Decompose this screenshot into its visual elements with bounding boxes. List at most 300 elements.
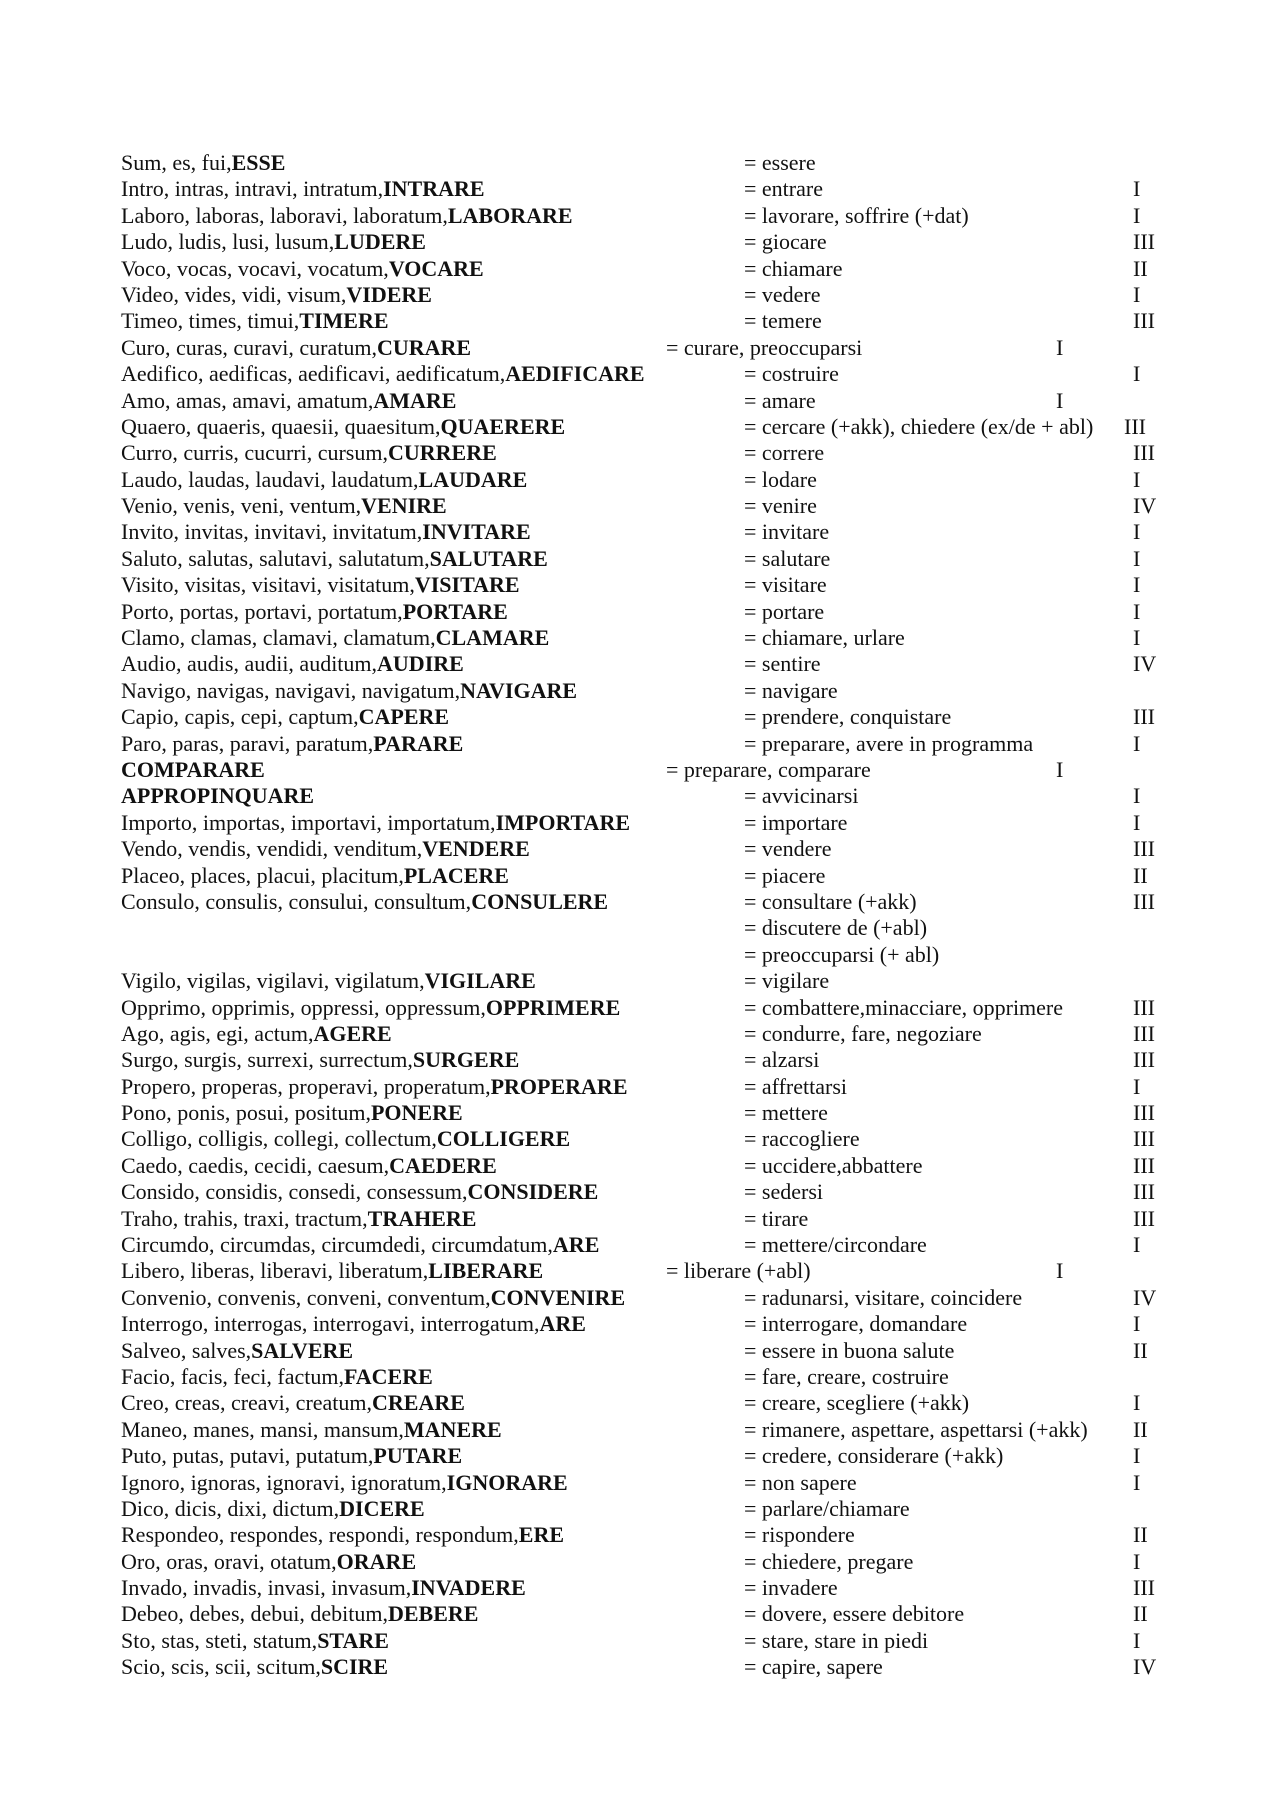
verb-row bbox=[121, 678, 1181, 704]
verb-infinitive: PUTARE bbox=[373, 1443, 463, 1469]
verb-meaning: = essere bbox=[744, 150, 816, 175]
verb-meaning: = credere, considerare (+akk) bbox=[744, 1443, 1004, 1469]
verb-conjugation: I bbox=[1133, 783, 1141, 809]
verb-conjugation: III bbox=[1133, 1100, 1155, 1126]
verb-principal-parts bbox=[121, 625, 550, 651]
verb-conjugation: III bbox=[1133, 888, 1155, 914]
verb-row bbox=[121, 783, 1181, 809]
verb-meaning: = combattere,minacciare, opprimere bbox=[744, 994, 1064, 1020]
verb-principal-parts bbox=[121, 1020, 392, 1047]
verb-row bbox=[121, 493, 1181, 519]
verb-infinitive: TRAHERE bbox=[367, 1205, 477, 1231]
verb-row bbox=[121, 1470, 1181, 1496]
verb-infinitive: INTRARE bbox=[383, 176, 485, 202]
verb-infinitive: VISITARE bbox=[414, 572, 520, 598]
verb-principal-parts bbox=[121, 466, 528, 493]
verb-conjugation: III bbox=[1124, 413, 1146, 439]
verb-principal-parts bbox=[121, 440, 497, 466]
verb-row bbox=[121, 1338, 1181, 1364]
verb-row bbox=[121, 414, 1181, 440]
verb-infinitive: PORTARE bbox=[402, 598, 508, 624]
verb-conjugation: I bbox=[1133, 466, 1141, 492]
verb-meaning: = consultare (+akk) bbox=[744, 888, 917, 914]
verb-infinitive: VIDERE bbox=[346, 281, 432, 307]
verb-forms-text: Creo, creas, creavi, creatum, bbox=[121, 1390, 373, 1416]
verb-meaning: = preparare, avere in programma bbox=[744, 730, 1034, 756]
verb-conjugation: III bbox=[1133, 1152, 1155, 1178]
verb-meaning: = sedersi bbox=[744, 1179, 823, 1205]
verb-infinitive: COLLIGERE bbox=[436, 1126, 571, 1152]
verb-forms-text: Interrogo, interrogas, interrogavi, interrogatum, bbox=[121, 1311, 540, 1337]
verb-infinitive: CAPERE bbox=[358, 704, 450, 730]
verb-principal-parts bbox=[121, 1073, 628, 1100]
verb-row bbox=[121, 1179, 1181, 1205]
verb-conjugation: III bbox=[1133, 994, 1155, 1020]
verb-principal-parts bbox=[121, 387, 457, 414]
verb-meaning: = salutare bbox=[744, 545, 831, 571]
verb-conjugation: I bbox=[1133, 1627, 1141, 1653]
verb-row bbox=[121, 1258, 1181, 1284]
verb-row bbox=[121, 229, 1181, 255]
verb-infinitive: DICERE bbox=[339, 1495, 425, 1521]
verb-principal-parts bbox=[121, 1601, 479, 1627]
verb-forms-text: Audio, audis, audii, auditum, bbox=[121, 651, 378, 677]
verb-conjugation: II bbox=[1133, 1522, 1148, 1548]
verb-meaning: = curare, preoccuparsi bbox=[666, 334, 863, 360]
verb-row bbox=[121, 863, 1181, 889]
verb-row bbox=[121, 651, 1181, 677]
verb-conjugation: IV bbox=[1133, 651, 1157, 677]
verb-meaning: = condurre, fare, negoziare bbox=[744, 1020, 982, 1046]
verb-meaning: = cercare (+akk), chiedere (ex/de + abl) bbox=[744, 413, 1094, 439]
verb-conjugation: IV bbox=[1133, 493, 1157, 519]
verb-row bbox=[121, 1549, 1181, 1575]
verb-infinitive: CLAMARE bbox=[435, 625, 550, 651]
verb-row bbox=[121, 519, 1181, 545]
verb-row bbox=[121, 625, 1181, 651]
verb-principal-parts bbox=[121, 1152, 497, 1179]
verb-principal-parts bbox=[121, 1232, 600, 1258]
verb-row bbox=[121, 150, 1181, 176]
verb-principal-parts bbox=[121, 888, 609, 915]
verb-conjugation: I bbox=[1133, 572, 1141, 598]
verb-infinitive: CAEDERE bbox=[389, 1152, 497, 1178]
verb-infinitive: LAUDARE bbox=[418, 466, 528, 492]
verb-row bbox=[121, 1390, 1181, 1416]
verb-meaning: = chiamare, urlare bbox=[744, 625, 905, 651]
verb-row bbox=[121, 203, 1181, 229]
verb-principal-parts bbox=[121, 1337, 354, 1364]
verb-conjugation: I bbox=[1133, 281, 1141, 307]
verb-conjugation: II bbox=[1133, 1601, 1148, 1627]
verb-meaning: = lodare bbox=[744, 466, 817, 492]
verb-infinitive: IMPORTARE bbox=[495, 809, 631, 835]
verb-conjugation: I bbox=[1133, 1390, 1141, 1416]
verb-row bbox=[121, 467, 1181, 493]
verb-conjugation: III bbox=[1133, 440, 1155, 466]
verb-conjugation: III bbox=[1133, 704, 1155, 730]
verb-meaning: = dovere, essere debitore bbox=[744, 1601, 965, 1627]
verb-forms-text: Laboro, laboras, laboravi, laboratum, bbox=[121, 202, 448, 228]
verb-forms-text: Pono, ponis, posui, positum, bbox=[121, 1100, 371, 1126]
verb-row bbox=[121, 335, 1181, 361]
verb-conjugation: I bbox=[1133, 545, 1141, 571]
verb-conjugation: I bbox=[1133, 1548, 1141, 1574]
verb-meaning: = invadere bbox=[744, 1575, 838, 1601]
verb-conjugation: III bbox=[1133, 1126, 1155, 1152]
verb-principal-parts bbox=[121, 493, 447, 519]
verb-meaning: = liberare (+abl) bbox=[666, 1258, 811, 1284]
verb-forms-text: Opprimo, opprimis, oppressi, oppressum, bbox=[121, 994, 486, 1020]
verb-principal-parts bbox=[121, 677, 578, 704]
verb-conjugation: I bbox=[1133, 598, 1141, 624]
verb-conjugation: I bbox=[1133, 730, 1141, 756]
verb-principal-parts bbox=[121, 809, 631, 836]
verb-principal-parts bbox=[121, 1416, 502, 1443]
verb-infinitive: QUAERERE bbox=[440, 413, 566, 439]
verb-row bbox=[121, 1575, 1181, 1601]
verb-meaning: = portare bbox=[744, 598, 825, 624]
verb-meaning: = avvicinarsi bbox=[744, 783, 859, 809]
verb-infinitive: APPROPINQUARE bbox=[121, 783, 315, 809]
verb-forms-text: Vendo, vendis, vendidi, venditum, bbox=[121, 836, 423, 862]
verb-forms-text: Venio, venis, veni, ventum, bbox=[121, 493, 362, 519]
verb-conjugation: I bbox=[1056, 756, 1064, 782]
verb-principal-parts bbox=[121, 1205, 477, 1232]
verb-conjugation: II bbox=[1133, 862, 1148, 888]
verb-forms-text: Amo, amas, amavi, amatum, bbox=[121, 387, 374, 413]
verb-meaning: = piacere bbox=[744, 862, 826, 888]
verb-infinitive: TIMERE bbox=[299, 308, 389, 334]
verb-meaning: = navigare bbox=[744, 677, 838, 703]
verb-forms-text: Libero, liberas, liberavi, liberatum, bbox=[121, 1258, 429, 1284]
verb-conjugation: I bbox=[1133, 361, 1141, 387]
verb-forms-text: Navigo, navigas, navigavi, navigatum, bbox=[121, 677, 461, 703]
verb-forms-text: Puto, putas, putavi, putatum, bbox=[121, 1443, 374, 1469]
verb-principal-parts bbox=[121, 1179, 599, 1205]
verb-meaning: = non sapere bbox=[744, 1469, 857, 1495]
verb-forms-text: Placeo, places, placui, placitum, bbox=[121, 862, 404, 888]
verb-principal-parts bbox=[121, 598, 508, 625]
verb-forms-text: Vigilo, vigilas, vigilavi, vigilatum, bbox=[121, 968, 425, 994]
verb-forms-text: Consido, considis, consedi, consessum, bbox=[121, 1179, 468, 1205]
verb-meaning: = lavorare, soffrire (+dat) bbox=[744, 202, 969, 228]
verb-forms-text: Convenio, convenis, conveni, conventum, bbox=[121, 1284, 491, 1310]
verb-infinitive: INVADERE bbox=[411, 1575, 526, 1601]
verb-meaning: = preparare, comparare bbox=[666, 756, 871, 782]
verb-meaning: = venire bbox=[744, 493, 817, 519]
verb-row bbox=[121, 1100, 1181, 1126]
verb-principal-parts bbox=[121, 255, 484, 282]
verb-conjugation: I bbox=[1133, 176, 1141, 202]
verb-conjugation: I bbox=[1133, 1232, 1141, 1258]
verb-meaning: = entrare bbox=[744, 176, 823, 202]
verb-principal-parts bbox=[121, 1047, 520, 1073]
verb-forms-text: Debeo, debes, debui, debitum, bbox=[121, 1601, 388, 1627]
verb-meaning: = mettere bbox=[744, 1100, 828, 1126]
verb-meaning: = parlare/chiamare bbox=[744, 1495, 910, 1521]
verb-row bbox=[121, 1285, 1181, 1311]
verb-infinitive: MANERE bbox=[403, 1416, 502, 1442]
verb-row bbox=[121, 704, 1181, 730]
verb-meaning: = raccogliere bbox=[744, 1126, 860, 1152]
verb-forms-text: Porto, portas, portavi, portatum, bbox=[121, 598, 403, 624]
verb-conjugation: III bbox=[1133, 308, 1155, 334]
verb-row bbox=[121, 1206, 1181, 1232]
verb-infinitive: VIGILARE bbox=[424, 968, 536, 994]
verb-row bbox=[121, 572, 1181, 598]
verb-meaning: = rimanere, aspettare, aspettarsi (+akk) bbox=[744, 1416, 1088, 1442]
verb-conjugation: I bbox=[1133, 202, 1141, 228]
verb-meaning: = costruire bbox=[744, 361, 839, 387]
verb-infinitive: CONVENIRE bbox=[490, 1284, 626, 1310]
verb-infinitive: PONERE bbox=[370, 1100, 463, 1126]
verb-principal-parts bbox=[121, 202, 573, 229]
verb-infinitive: DEBERE bbox=[388, 1601, 479, 1627]
verb-forms-text: Paro, paras, paravi, paratum, bbox=[121, 730, 374, 756]
verb-conjugation: I bbox=[1133, 1469, 1141, 1495]
verb-infinitive: CONSIDERE bbox=[467, 1179, 599, 1205]
verb-forms-text: Laudo, laudas, laudavi, laudatum, bbox=[121, 466, 419, 492]
verb-infinitive: PROPERARE bbox=[490, 1073, 628, 1099]
verb-conjugation: IV bbox=[1133, 1284, 1157, 1310]
verb-forms-text: Importo, importas, importavi, importatum, bbox=[121, 809, 496, 835]
verb-row bbox=[121, 757, 1181, 783]
verb-forms-text: Invado, invadis, invasi, invasum, bbox=[121, 1575, 412, 1601]
verb-infinitive: OPPRIMERE bbox=[485, 994, 621, 1020]
verb-principal-parts bbox=[121, 704, 450, 730]
verb-principal-parts bbox=[121, 1575, 526, 1601]
verb-principal-parts bbox=[121, 334, 472, 361]
verb-infinitive: AEDIFICARE bbox=[505, 361, 645, 387]
verb-meaning: = discutere de (+abl) bbox=[744, 915, 928, 941]
verb-principal-parts bbox=[121, 519, 531, 545]
verb-principal-parts bbox=[121, 994, 621, 1021]
verb-forms-text: Aedifico, aedificas, aedificavi, aedificatum, bbox=[121, 361, 506, 387]
verb-row bbox=[121, 176, 1181, 202]
verb-forms-text: Intro, intras, intravi, intratum, bbox=[121, 176, 384, 202]
verb-row bbox=[121, 1496, 1181, 1522]
verb-row bbox=[121, 995, 1181, 1021]
verb-forms-text: Surgo, surgis, surrexi, surrectum, bbox=[121, 1047, 413, 1073]
verb-row bbox=[121, 1153, 1181, 1179]
verb-infinitive: LABORARE bbox=[447, 202, 573, 228]
verb-infinitive: CURRERE bbox=[387, 440, 497, 466]
verb-infinitive: AUDIRE bbox=[377, 651, 464, 677]
verb-forms-text: Propero, properas, properavi, properatum, bbox=[121, 1073, 491, 1099]
verb-principal-parts bbox=[121, 176, 485, 202]
verb-principal-parts bbox=[121, 1311, 586, 1337]
verb-infinitive: SCIRE bbox=[320, 1654, 389, 1680]
verb-infinitive: ERE bbox=[518, 1522, 565, 1548]
verb-list bbox=[121, 150, 1181, 1681]
verb-principal-parts bbox=[121, 1627, 389, 1654]
verb-row bbox=[121, 1364, 1181, 1390]
verb-forms-text: Curro, curris, cucurri, cursum, bbox=[121, 440, 388, 466]
verb-infinitive: ARE bbox=[552, 1232, 600, 1258]
verb-forms-text: Dico, dicis, dixi, dictum, bbox=[121, 1495, 340, 1521]
verb-principal-parts bbox=[121, 836, 530, 862]
verb-principal-parts bbox=[121, 1495, 425, 1522]
verb-forms-text: Consulo, consulis, consului, consultum, bbox=[121, 888, 472, 914]
verb-infinitive: STARE bbox=[317, 1627, 389, 1653]
verb-meaning: = temere bbox=[744, 308, 822, 334]
verb-conjugation: I bbox=[1133, 1443, 1141, 1469]
verb-row bbox=[121, 388, 1181, 414]
verb-conjugation: I bbox=[1133, 1073, 1141, 1099]
verb-meaning: = sentire bbox=[744, 651, 821, 677]
verb-principal-parts bbox=[121, 1548, 417, 1575]
verb-principal-parts bbox=[121, 1469, 568, 1496]
verb-meaning: = visitare bbox=[744, 572, 827, 598]
verb-forms-text: Invito, invitas, invitavi, invitatum, bbox=[121, 519, 423, 545]
verb-row bbox=[121, 1311, 1181, 1337]
verb-forms-text: Video, vides, vidi, visum, bbox=[121, 281, 347, 307]
verb-row bbox=[121, 599, 1181, 625]
verb-conjugation: I bbox=[1056, 334, 1064, 360]
verb-row bbox=[121, 1126, 1181, 1152]
verb-row bbox=[121, 915, 1181, 941]
verb-meaning: = chiedere, pregare bbox=[744, 1548, 914, 1574]
verb-conjugation: II bbox=[1133, 255, 1148, 281]
verb-row bbox=[121, 1047, 1181, 1073]
verb-conjugation: III bbox=[1133, 836, 1155, 862]
verb-meaning: = rispondere bbox=[744, 1522, 855, 1548]
verb-principal-parts bbox=[121, 229, 426, 255]
verb-infinitive: IGNORARE bbox=[446, 1469, 568, 1495]
verb-row bbox=[121, 810, 1181, 836]
verb-conjugation: III bbox=[1133, 1179, 1155, 1205]
verb-infinitive: ORARE bbox=[336, 1548, 417, 1574]
verb-conjugation: III bbox=[1133, 1047, 1155, 1073]
verb-row bbox=[121, 836, 1181, 862]
verb-principal-parts bbox=[121, 1443, 463, 1469]
verb-principal-parts bbox=[121, 150, 286, 176]
verb-principal-parts bbox=[121, 281, 432, 308]
verb-meaning: = giocare bbox=[744, 229, 827, 255]
verb-meaning: = chiamare bbox=[744, 255, 843, 281]
verb-conjugation: IV bbox=[1133, 1654, 1157, 1680]
verb-row bbox=[121, 942, 1181, 968]
verb-row bbox=[121, 308, 1181, 334]
verb-conjugation: I bbox=[1056, 1258, 1064, 1284]
verb-meaning: = importare bbox=[744, 809, 848, 835]
verb-row bbox=[121, 1601, 1181, 1627]
verb-row bbox=[121, 1628, 1181, 1654]
verb-infinitive: SALUTARE bbox=[429, 545, 548, 571]
verb-meaning: = preoccuparsi (+ abl) bbox=[744, 941, 940, 967]
verb-forms-text: Caedo, caedis, cecidi, caesum, bbox=[121, 1152, 390, 1178]
verb-infinitive: VOCARE bbox=[388, 255, 484, 281]
verb-forms-text: Quaero, quaeris, quaesii, quaesitum, bbox=[121, 413, 441, 439]
verb-meaning: = uccidere,abbattere bbox=[744, 1152, 923, 1178]
verb-meaning: = interrogare, domandare bbox=[744, 1311, 968, 1337]
verb-conjugation: III bbox=[1133, 1020, 1155, 1046]
verb-forms-text: Voco, vocas, vocavi, vocatum, bbox=[121, 255, 389, 281]
verb-infinitive: SURGERE bbox=[412, 1047, 520, 1073]
verb-infinitive: LUDERE bbox=[334, 229, 426, 255]
verb-conjugation: II bbox=[1133, 1337, 1148, 1363]
verb-row bbox=[121, 968, 1181, 994]
verb-conjugation: II bbox=[1133, 1416, 1148, 1442]
verb-forms-text: Scio, scis, scii, scitum, bbox=[121, 1654, 321, 1680]
verb-principal-parts bbox=[121, 1654, 389, 1680]
verb-conjugation: I bbox=[1133, 625, 1141, 651]
verb-meaning: = prendere, conquistare bbox=[744, 704, 952, 730]
verb-infinitive: CREARE bbox=[372, 1390, 465, 1416]
verb-forms-text: Colligo, colligis, collegi, collectum, bbox=[121, 1126, 437, 1152]
verb-row bbox=[121, 256, 1181, 282]
verb-conjugation: I bbox=[1133, 519, 1141, 545]
verb-row bbox=[121, 1522, 1181, 1548]
verb-meaning: = stare, stare in piedi bbox=[744, 1627, 929, 1653]
verb-infinitive: CONSULERE bbox=[471, 888, 609, 914]
verb-forms-text: Respondeo, respondes, respondi, respondum, bbox=[121, 1522, 519, 1548]
verb-meaning: = essere in buona salute bbox=[744, 1337, 955, 1363]
verb-forms-text: Salveo, salves, bbox=[121, 1337, 252, 1363]
verb-forms-text: Clamo, clamas, clamavi, clamatum, bbox=[121, 625, 436, 651]
verb-infinitive: FACERE bbox=[343, 1363, 433, 1389]
verb-infinitive: SALVERE bbox=[251, 1337, 354, 1363]
verb-meaning: = vigilare bbox=[744, 968, 830, 994]
verb-principal-parts bbox=[121, 1390, 465, 1416]
verb-meaning: = mettere/circondare bbox=[744, 1232, 927, 1258]
verb-principal-parts bbox=[121, 1522, 565, 1548]
verb-forms-text: Traho, trahis, traxi, tractum, bbox=[121, 1205, 368, 1231]
verb-infinitive: ARE bbox=[539, 1311, 586, 1337]
verb-conjugation: III bbox=[1133, 229, 1155, 255]
verb-conjugation: III bbox=[1133, 1575, 1155, 1601]
verb-forms-text: Curo, curas, curavi, curatum, bbox=[121, 334, 377, 360]
verb-infinitive: VENDERE bbox=[422, 836, 530, 862]
verb-forms-text: Visito, visitas, visitavi, visitatum, bbox=[121, 572, 415, 598]
verb-meaning: = creare, scegliere (+akk) bbox=[744, 1390, 970, 1416]
verb-infinitive: INVITARE bbox=[422, 519, 531, 545]
verb-conjugation: III bbox=[1133, 1205, 1155, 1231]
verb-forms-text: Facio, facis, feci, factum, bbox=[121, 1363, 344, 1389]
verb-meaning: = invitare bbox=[744, 519, 830, 545]
verb-principal-parts bbox=[121, 572, 520, 598]
verb-principal-parts bbox=[121, 1100, 463, 1126]
verb-meaning: = vedere bbox=[744, 281, 821, 307]
verb-row bbox=[121, 731, 1181, 757]
verb-principal-parts bbox=[121, 651, 464, 677]
verb-row bbox=[121, 1654, 1181, 1680]
verb-conjugation: I bbox=[1133, 809, 1141, 835]
verb-infinitive: COMPARARE bbox=[121, 756, 265, 782]
verb-forms-text: Oro, oras, oravi, otatum, bbox=[121, 1548, 337, 1574]
verb-forms-text: Circumdo, circumdas, circumdedi, circumdatum, bbox=[121, 1232, 553, 1258]
verb-conjugation: I bbox=[1133, 1311, 1141, 1337]
verb-row bbox=[121, 1232, 1181, 1258]
verb-infinitive: AGERE bbox=[313, 1020, 392, 1046]
verb-row bbox=[121, 1417, 1181, 1443]
verb-forms-text: Ago, agis, egi, actum, bbox=[121, 1020, 314, 1046]
verb-forms-text: Timeo, times, timui, bbox=[121, 308, 300, 334]
verb-infinitive: LIBERARE bbox=[428, 1258, 544, 1284]
verb-principal-parts bbox=[121, 1284, 626, 1311]
verb-infinitive: VENIRE bbox=[361, 493, 447, 519]
verb-principal-parts bbox=[121, 730, 464, 757]
verb-infinitive: CURARE bbox=[376, 334, 472, 360]
verb-meaning: = vendere bbox=[744, 836, 832, 862]
verb-infinitive: NAVIGARE bbox=[460, 677, 578, 703]
verb-forms-text: Sto, stas, steti, statum, bbox=[121, 1627, 318, 1653]
verb-meaning: = affrettarsi bbox=[744, 1073, 848, 1099]
verb-row bbox=[121, 1074, 1181, 1100]
verb-row bbox=[121, 546, 1181, 572]
verb-row bbox=[121, 1443, 1181, 1469]
